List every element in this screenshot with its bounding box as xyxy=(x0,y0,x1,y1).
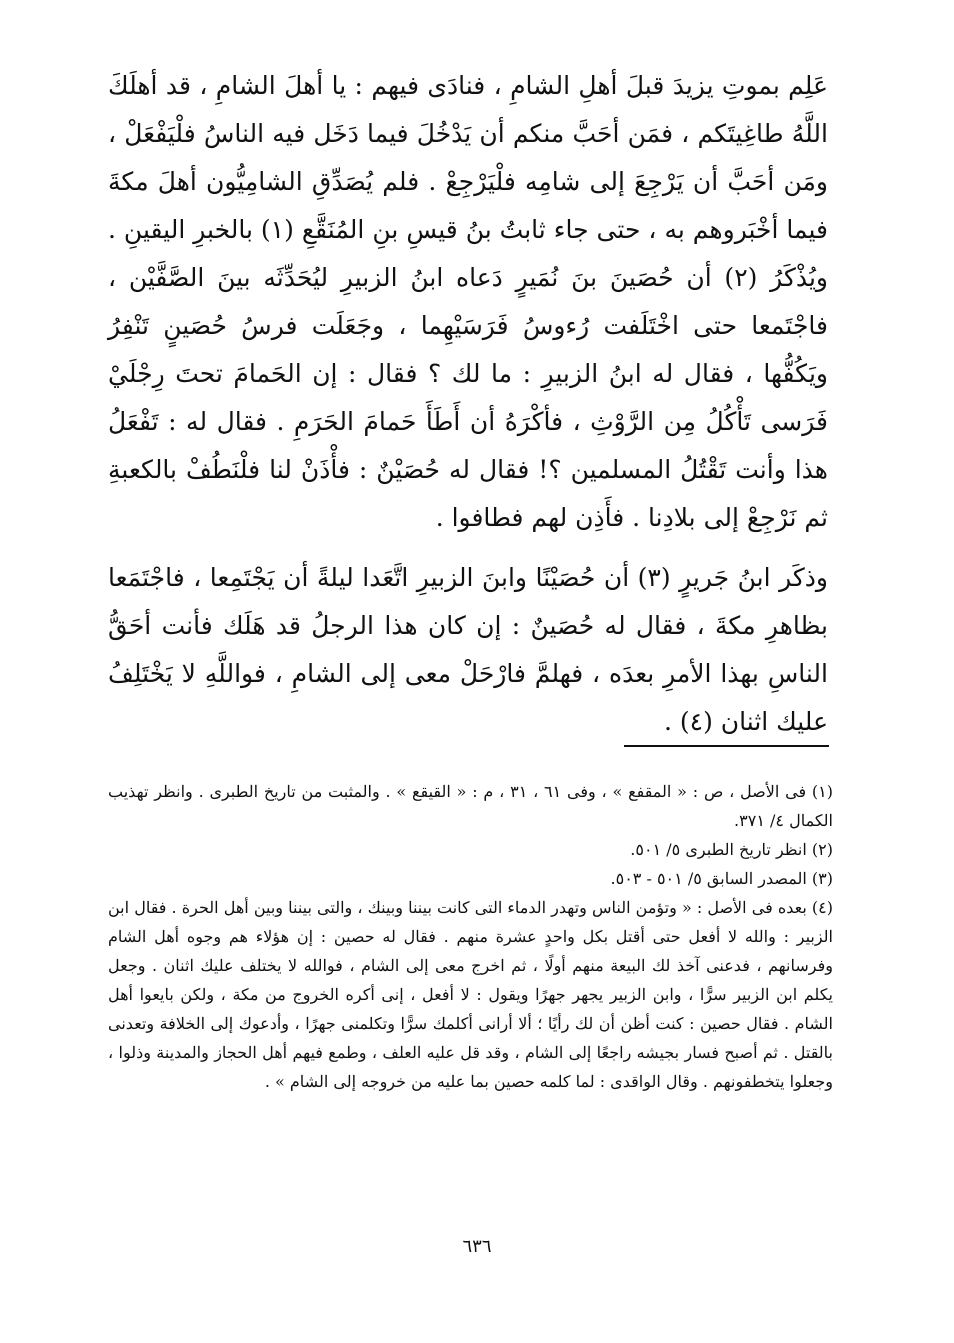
body-paragraph: وذكَر ابنُ جَريرٍ (٣) أن حُصَيْنًا وابنَ الزبيرِ اتَّعَدا ليلةً أن يَجْتَمِعا ، فاجْتَمَعا بظاهرِ مكةَ ، فقال له حُصَينٌ : إن كان هذا الرجلُ قد هَلَك فأنت أحَقُّ الناسِ بهذا الأمرِ بعدَه ، فهلمَّ فارْحَلْ معى إلى الشامِ ، فواللَّهِ لا يَخْتَلِفُ عليك اثنان (٤) . xyxy=(108,563,828,736)
body-paragraph: عَلِم بموتِ يزيدَ قبلَ أهلِ الشامِ ، فنادَى فيهم : يا أهلَ الشامِ ، قد أهلَكَ اللَّهُ طاغِيتَكم ، فمَن أحَبَّ منكم أن يَدْخُلَ فيما دَخَل فيه الناسُ فلْيَفْعَلْ ، ومَن أحَبَّ أن يَرْجِعَ إلى شامِه فلْيَرْجِعْ . فلم يُصَدِّقِ الشامِيُّون أهلَ مكةَ فيما أخْبَروهم به ، حتى جاء ثابتُ بنُ قيسِ بنِ المُنَقَّعِ (١) بالخبرِ اليقينِ . ويُذْكَرُ (٢) أن حُصَينَ بنَ نُمَيرٍ دَعاه ابنُ الزبيرِ ليُحَدِّثَه بينَ الصَّفَّيْن ، فاجْتَمعا حتى اخْتَلَفت رُءوسُ فَرَسَيْهِما ، وجَعَلَت فرسُ حُصَينٍ تَنْفِرُ ويَكُفُّها ، فقال له ابنُ الزبيرِ : ما لك ؟ فقال : إن الحَمامَ تحتَ رِجْلَيْ فَرَسى تَأْكُلُ مِن الرَّوْثِ ، فأكْرَهُ أن أَطَأَ حَمامَ الحَرَمِ . فقال له : تَفْعَلُ هذا وأنت تَقْتُلُ المسلمين ؟! فقال له حُصَيْنٌ : فأْذَنْ لنا فلْنَطُفْ بالكعبةِ ثم نَرْجِعْ إلى بلادِنا . فأَذِن لهم فطافوا . xyxy=(108,71,828,532)
footnote-1: (١) فى الأصل ، ص : « المقفع » ، وفى ٦١ ، ٣١ ، م : « القيقع » . والمثبت من تاريخ الطبرى . وانظر تهذيب الكمال ٤/ ٣٧١. xyxy=(108,782,833,830)
footnote-4: (٤) بعده فى الأصل : « وتؤمن الناس وتهدر الدماء التى كانت بيننا وبينك ، والتى بيننا وبين أهل الحرة . فقال ابن الزبير : والله لا أفعل حتى أقتل بكل واحدٍ عشرة منهم . فقال له حصين : إن هؤلاء هم وجوه أهل الشام وفرسانهم ، فدعنى آخذ لك البيعة منهم أولًا ، ثم اخرج معى إلى الشام ، فوالله لا يختلف عليك اثنان . وجعل يكلم ابن الزبير سرًّا ، وابن الزبير يجهر جهرًا ويقول : لا أفعل ، إنى أكره الخروج من مكة ، ولكن بايعوا أهل الشام . فقال حصين : كنت أظن أن لك رأيًا ؛ ألا أرانى أكلمك سرًّا وتكلمنى جهرًا ، وأدعوك إلى الخلافة وتعدنى بالقتل . ثم أصبح فسار بجيشه راجعًا إلى الشام ، وقد قل عليه العلف ، وطمع فيهم أهل الحجاز والمدينة وذلوا ، وجعلوا يتخطفونهم . وقال الواقدى : لما كلمه حصين بما عليه من خروجه إلى الشام » . xyxy=(108,898,834,1091)
footnotes xyxy=(108,777,833,1096)
main-text xyxy=(108,62,828,746)
footnote-2: (٢) انظر تاريخ الطبرى ٥/ ٥٠١. xyxy=(630,840,833,859)
page-number: ٦٣٦ xyxy=(462,1236,492,1257)
footnote-3: (٣) المصدر السابق ٥/ ٥٠١ - ٥٠٣. xyxy=(610,869,833,888)
footnote-divider xyxy=(624,745,829,747)
